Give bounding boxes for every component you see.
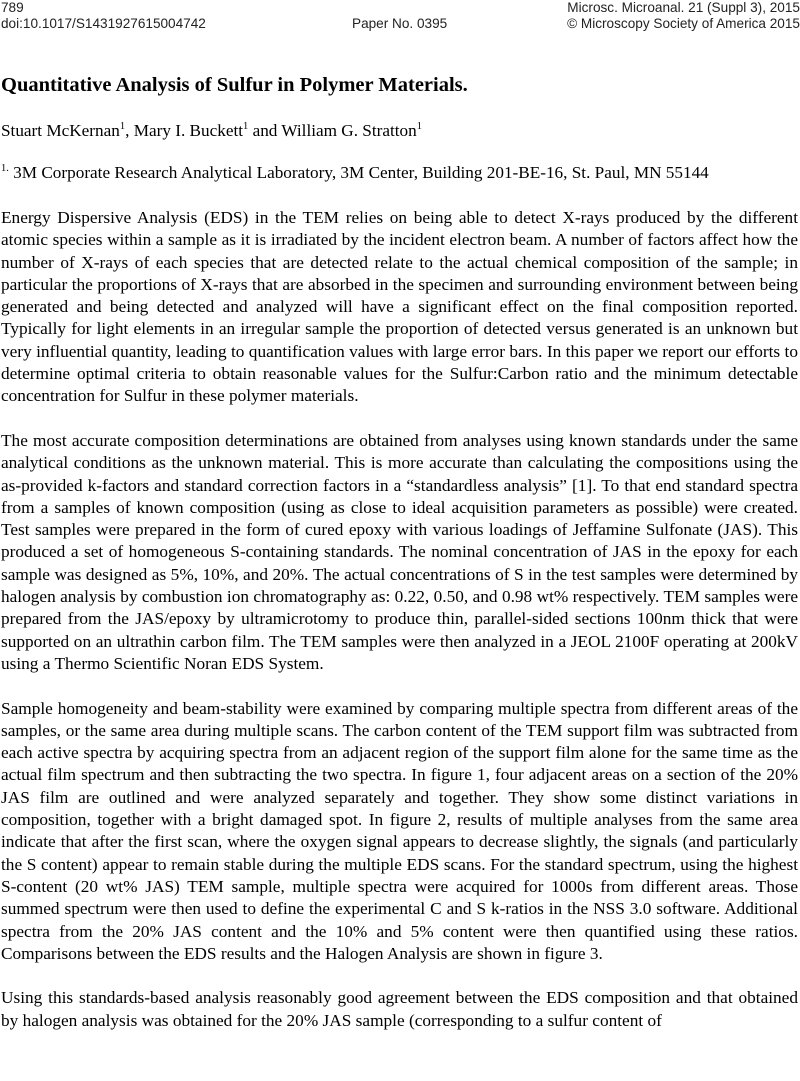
affiliation-marker: 1. — [1, 163, 9, 174]
body-paragraph: The most accurate composition determinations are obtained from analyses using known standards under the same analytical conditions as the unknown material. This is more accurate than calculating the compositions using the as-provided k-factors and standard correction factors in a “standardless analysis” [1]. To that end standard spectra from a samples of known composition (using as close to ideal acquisition parameters as possible) were created. Test samples were prepared in the form of cured epoxy with various loadings of Jeffamine Sulfonate (JAS). This produced a set of homogeneous S-containing standards. The nominal concentration of JAS in the epoxy for each sample was designed as 5%, 10%, and 20%. The actual concentrations of S in the test samples were determined by halogen analysis by combustion ion chromatography as: 0.22, 0.50, and 0.98 wt% respectively. TEM samples were prepared from the JAS/epoxy by ultramicrotomy to produce thin, parallel-sided sections 100nm thick that were supported on an ultrathin carbon film. The TEM samples were then analyzed in a JEOL 2100F operating at 200kV using a Thermo Scientific Noran EDS System. — [1, 430, 798, 673]
doi: doi:10.1017/S1431927615004742 — [1, 16, 206, 31]
body-paragraph: Energy Dispersive Analysis (EDS) in the TEM relies on being able to detect X-rays produced by the different atomic species within a sample as it is irradiated by the incident electron beam. A number of factors affect how the number of X-rays of each species that are detected relate to the actual chemical composition of the sample; in particular the proportions of X-rays that are absorbed in the specimen and surrounding environment between being generated and being detected and analyzed will have a significant effect on the final composition reported. Typically for light elements in an irregular sample the proportion of detected versus generated is an unknown but very influential quantity, leading to quantification values with large error bars. In this paper we report our efforts to determine optimal criteria to obtain reasonable values for the Sulfur:Carbon ratio and the minimum detectable concentration for Sulfur in these polymer materials. — [1, 208, 798, 406]
affiliation — [1, 162, 796, 184]
author-name: Stuart McKernan — [1, 121, 120, 140]
author-list — [1, 120, 796, 142]
author-name: Mary I. Buckett — [133, 121, 244, 140]
body-paragraph: Using this standards-based analysis reasonably good agreement between the EDS composition and that obtained by halogen analysis was obtained for the 20% JAS sample (corresponding to a sulfur content of — [1, 988, 798, 1030]
affiliation-text: 3M Corporate Research Analytical Laboratory, 3M Center, Building 201-BE-16, St. Paul, MN 55144 — [13, 163, 709, 182]
author-separator: and — [248, 121, 282, 140]
body-paragraph: Sample homogeneity and beam-stability were examined by comparing multiple spectra from different areas of the samples, or the same area during multiple scans. The carbon content of the TEM support film was subtracted from each active spectra by acquiring spectra from an adjacent region of the support film alone for the same time as the actual film spectrum and then subtracting the two spectra. In figure 1, four adjacent areas on a section of the 20% JAS film are outlined and were analyzed separately and together. They show some distinct variations in composition, together with a bright damaged spot. In figure 2, results of multiple analyses from the same area indicate that after the first scan, where the oxygen signal appears to decrease slightly, the signals (and particularly the S content) appear to remain stable during the multiple EDS scans. For the standard spectrum, using the highest S-content (20 wt% JAS) TEM sample, multiple spectra were acquired for 1000s from different areas. Those summed spectrum were then used to define the experimental C and S k-ratios in the NSS 3.0 software. Additional spectra from the 20% JAS content and the 10% and 5% content were then quantified using these ratios. Comparisons between the EDS results and the Halogen Analysis are shown in figure 3. — [1, 698, 798, 963]
author-affiliation-marker: 1 — [119, 121, 126, 132]
author-affiliation-marker: 1 — [416, 121, 422, 132]
copyright: © Microscopy Society of America 2015 — [567, 16, 800, 31]
paper-title: Quantitative Analysis of Sulfur in Polymer Materials. — [1, 74, 468, 96]
paper-body — [1, 207, 798, 1054]
author-separator: , — [125, 121, 134, 140]
page-number: 789 — [1, 0, 24, 15]
author-affiliation-marker: 1 — [243, 121, 249, 132]
author-name: William G. Stratton — [281, 121, 417, 140]
journal-reference: Microsc. Microanal. 21 (Suppl 3), 2015 — [567, 0, 800, 15]
paper-number: Paper No. 0395 — [352, 16, 448, 31]
